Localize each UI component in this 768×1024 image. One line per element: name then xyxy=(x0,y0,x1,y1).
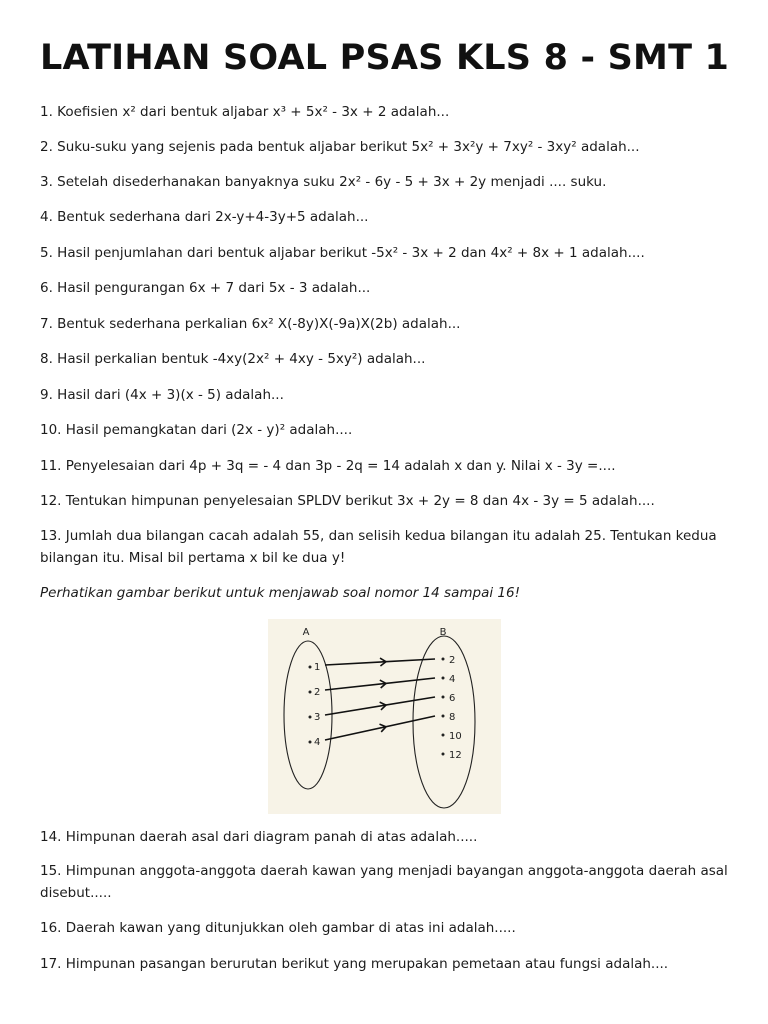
domain-label-1: 1 xyxy=(314,662,321,673)
arrow-4-to-8 xyxy=(325,716,435,740)
question-15: 15. Himpunan anggota-anggota daerah kawan yang menjadi bayangan anggota-anggota daerah asal disebut..... xyxy=(40,863,728,901)
question-13: 13. Jumlah dua bilangan cacah adalah 55, dan selisih kedua bilangan itu adalah 25. Tentukan kedua bilangan itu. Misal bil pertama x bil ke dua y! xyxy=(40,528,717,566)
question-5: 5. Hasil penjumlahan dari bentuk aljabar berikut -5x² - 3x + 2 dan 4x² + 8x + 1 adalah.... xyxy=(40,245,645,261)
set-a-label: A xyxy=(302,627,310,638)
question-10: 10. Hasil pemangkatan dari (2x - y)² adalah.... xyxy=(40,422,353,438)
figure-instruction: Perhatikan gambar berikut untuk menjawab soal nomor 14 sampai 16! xyxy=(40,585,520,601)
question-11: 11. Penyelesaian dari 4p + 3q = - 4 dan 3p - 2q = 14 adalah x dan y. Nilai x - 3y =.... xyxy=(40,458,616,474)
codomain-dot-10 xyxy=(442,734,445,737)
domain-elements xyxy=(309,662,321,748)
codomain-label-4: 4 xyxy=(449,674,456,685)
question-3: 3. Setelah disederhanakan banyaknya suku 2x² - 6y - 5 + 3x + 2y menjadi .... suku. xyxy=(40,174,607,190)
codomain-dot-2 xyxy=(442,658,445,661)
codomain-label-2: 2 xyxy=(449,655,456,666)
question-17: 17. Himpunan pasangan berurutan berikut yang merupakan pemetaan atau fungsi adalah.... xyxy=(40,956,669,972)
arrow-1-to-2 xyxy=(325,659,435,665)
question-6: 6. Hasil pengurangan 6x + 7 dari 5x - 3 adalah... xyxy=(40,280,371,296)
codomain-label-8: 8 xyxy=(449,712,456,723)
arrow-3-to-6 xyxy=(325,697,435,715)
codomain-label-6: 6 xyxy=(449,693,456,704)
question-4: 4. Bentuk sederhana dari 2x-y+4-3y+5 adalah... xyxy=(40,209,369,225)
domain-dot-1 xyxy=(309,666,312,669)
arrow-diagram xyxy=(268,619,501,814)
domain-dot-3 xyxy=(309,716,312,719)
mapping-arrows xyxy=(325,658,435,740)
question-1: 1. Koefisien x² dari bentuk aljabar x³ + 5x² - 3x + 2 adalah... xyxy=(40,104,450,120)
question-2: 2. Suku-suku yang sejenis pada bentuk aljabar berikut 5x² + 3x²y + 7xy² - 3xy² adalah... xyxy=(40,139,640,155)
domain-label-2: 2 xyxy=(314,687,321,698)
question-8: 8. Hasil perkalian bentuk -4xy(2x² + 4xy - 5xy²) adalah... xyxy=(40,351,426,367)
codomain-label-10: 10 xyxy=(449,731,462,742)
codomain-dot-12 xyxy=(442,753,445,756)
codomain-dot-6 xyxy=(442,696,445,699)
question-9: 9. Hasil dari (4x + 3)(x - 5) adalah... xyxy=(40,387,284,403)
set-b-oval xyxy=(413,636,475,808)
question-7: 7. Bentuk sederhana perkalian 6x² X(-8y)X(-9a)X(2b) adalah... xyxy=(40,316,461,332)
domain-label-4: 4 xyxy=(314,737,321,748)
set-b-label: B xyxy=(439,627,447,638)
codomain-elements xyxy=(442,655,462,761)
codomain-dot-8 xyxy=(442,715,445,718)
domain-label-3: 3 xyxy=(314,712,321,723)
question-12: 12. Tentukan himpunan penyelesaian SPLDV berikut 3x + 2y = 8 dan 4x - 3y = 5 adalah.... xyxy=(40,493,655,509)
codomain-dot-4 xyxy=(442,677,445,680)
domain-dot-4 xyxy=(309,741,312,744)
set-a-oval xyxy=(284,641,332,789)
arrow-diagram-svg xyxy=(268,619,501,814)
domain-dot-2 xyxy=(309,691,312,694)
codomain-label-12: 12 xyxy=(449,750,462,761)
page-title: LATIHAN SOAL PSAS KLS 8 - SMT 1 xyxy=(40,38,730,78)
question-16: 16. Daerah kawan yang ditunjukkan oleh gambar di atas ini adalah..... xyxy=(40,920,516,936)
question-14: 14. Himpunan daerah asal dari diagram panah di atas adalah..... xyxy=(40,829,478,845)
